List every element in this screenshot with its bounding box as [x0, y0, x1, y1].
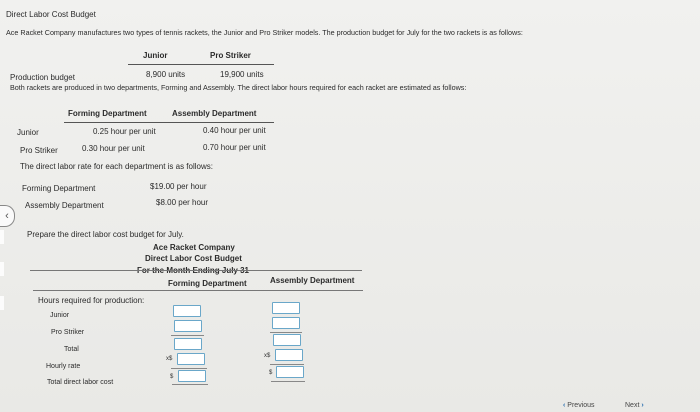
left-edge-bar	[0, 262, 4, 276]
chevron-left-icon: ‹	[563, 402, 566, 409]
assembly-rate-input[interactable]	[275, 349, 303, 361]
left-edge-bar	[0, 230, 4, 244]
row-cost-label: Total direct labor cost	[47, 379, 114, 386]
instruction-text: Prepare the direct labor cost budget for July.	[27, 230, 184, 239]
intro-text: Ace Racket Company manufactures two types of tennis rackets, the Junior and Pro Striker models. The production budget for July for the two rackets is as follows:	[6, 28, 523, 37]
row-junior-label: Junior	[50, 312, 70, 319]
junior-production-value: 8,900 units	[146, 70, 186, 79]
previous-label: Previous	[567, 402, 595, 409]
divider	[172, 384, 208, 385]
rate-label: Assembly Department	[25, 201, 104, 210]
forming-total-input[interactable]	[174, 338, 202, 350]
divider	[64, 122, 274, 123]
divider	[30, 270, 362, 271]
hours-forming-value: 0.25 hour per unit	[93, 127, 156, 136]
row-hours-label: Hours required for production:	[38, 296, 145, 305]
assembly-total-input[interactable]	[273, 334, 301, 346]
next-button[interactable]	[625, 402, 644, 409]
hours-assembly-value: 0.70 hour per unit	[203, 143, 266, 152]
rate-label: Forming Department	[22, 184, 96, 193]
divider	[171, 335, 204, 336]
dept-intro-text: Both rackets are produced in two departments, Forming and Assembly. The direct labor hours required for each racket are estimated as follows:	[10, 83, 467, 92]
hours-row-label: Pro Striker	[20, 146, 58, 155]
next-label: Next	[625, 402, 640, 409]
divider	[270, 364, 304, 365]
back-chevron-button[interactable]	[0, 205, 15, 227]
rate-intro-text: The direct labor rate for each department is as follows:	[20, 162, 213, 171]
divider	[171, 368, 207, 369]
col-forming-header: Forming Department	[68, 109, 147, 118]
row-pro-label: Pro Striker	[51, 329, 85, 336]
chevron-left-icon: ‹	[5, 210, 9, 222]
budget-period	[137, 266, 249, 276]
forming-junior-input[interactable]	[173, 305, 201, 317]
budget-company: Ace Racket Company	[153, 243, 235, 252]
row-rate-label: Hourly rate	[46, 363, 81, 370]
assembly-cost-prefix: $	[269, 370, 273, 376]
chevron-right-icon: ›	[641, 402, 644, 409]
forming-rate-input[interactable]	[177, 353, 205, 365]
divider	[128, 64, 274, 65]
forming-rate-prefix: x$	[166, 356, 173, 362]
divider	[270, 332, 302, 333]
divider	[271, 381, 305, 382]
hours-row-label: Junior	[17, 128, 39, 137]
previous-button[interactable]	[563, 402, 595, 409]
assembly-cost-input[interactable]	[276, 366, 304, 378]
assembly-junior-input[interactable]	[272, 302, 300, 314]
forming-cost-input[interactable]	[178, 370, 206, 382]
forming-cost-prefix: $	[170, 374, 174, 380]
col-pro-header: Pro Striker	[210, 51, 251, 60]
forming-pro-input[interactable]	[174, 320, 202, 332]
pro-production-value: 19,900 units	[220, 70, 264, 79]
assembly-rate-prefix: x$	[264, 353, 271, 359]
rate-value: $8.00 per hour	[156, 198, 209, 207]
divider	[33, 290, 363, 291]
production-row-label: Production budget	[10, 73, 75, 82]
col-junior-header: Junior	[143, 51, 168, 60]
budget-col-assembly: Assembly Department	[270, 276, 355, 285]
row-total-label: Total	[64, 346, 79, 353]
rate-value: $19.00 per hour	[150, 182, 207, 191]
budget-col-forming: Forming Department	[168, 279, 247, 288]
hours-assembly-value: 0.40 hour per unit	[203, 126, 266, 135]
left-edge-bar	[0, 296, 4, 310]
assembly-pro-input[interactable]	[272, 317, 300, 329]
budget-title: Direct Labor Cost Budget	[145, 254, 242, 263]
col-assembly-header: Assembly Department	[172, 109, 257, 118]
hours-forming-value: 0.30 hour per unit	[82, 144, 145, 153]
page-title: Direct Labor Cost Budget	[6, 10, 96, 19]
